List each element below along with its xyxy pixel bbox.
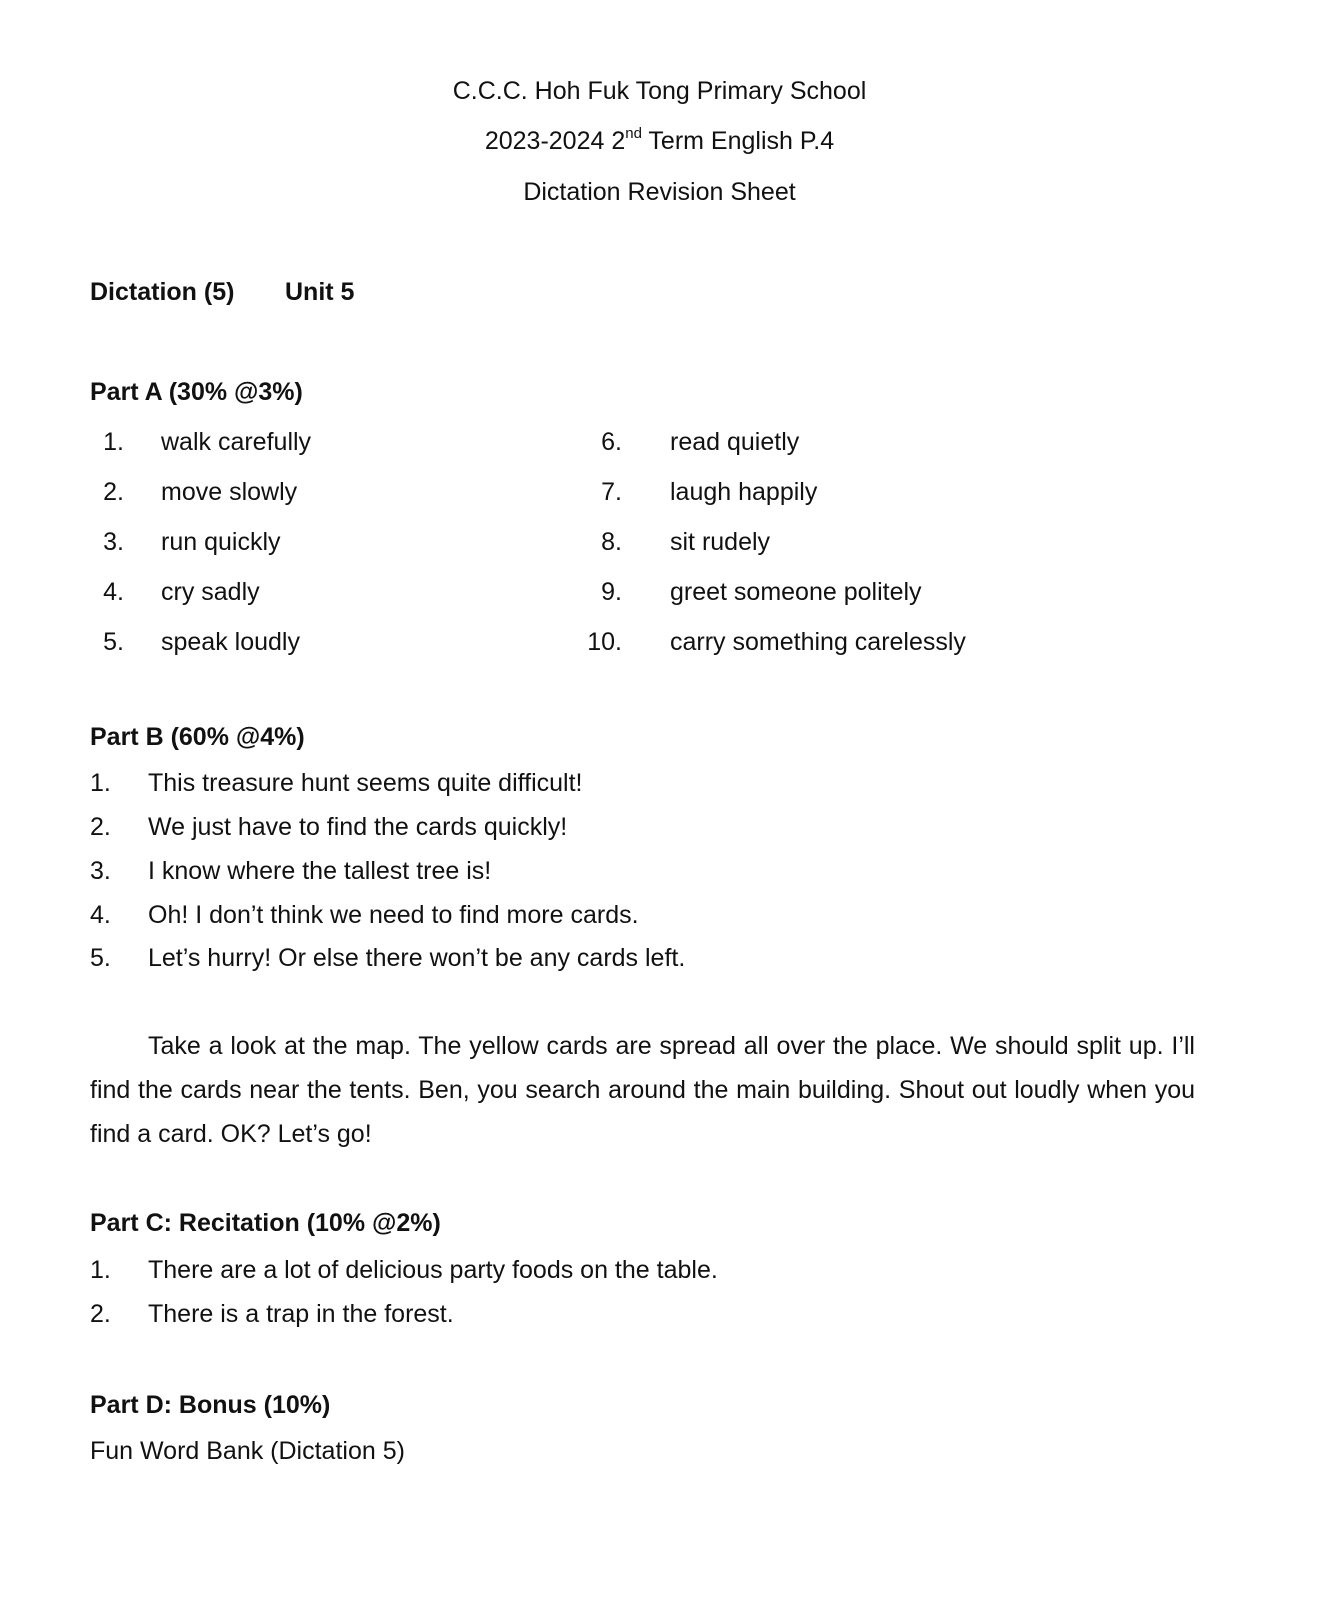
part-a-heading: Part A (30% @3%) [90,378,303,406]
item-number: 4. [103,578,124,606]
item-text: walk carefully [161,428,312,456]
item-number: 2. [90,1300,111,1328]
item-text: Let’s hurry! Or else there won’t be any cards left. [148,944,686,972]
part-d-text: Fun Word Bank (Dictation 5) [90,1437,405,1465]
item-number: 4. [90,901,111,929]
item-number: 5. [90,944,111,972]
term-prefix: 2023-2024 2 [484,127,626,155]
item-number: 6. [601,428,622,456]
item-number: 3. [103,528,124,556]
item-text: carry something carelessly [670,628,966,656]
item-number: 1. [90,769,111,797]
school-name: C.C.C. Hoh Fuk Tong Primary School [452,77,867,105]
part-d-heading: Part D: Bonus (10%) [90,1391,331,1419]
term-suffix: Term English P.4 [641,127,835,155]
item-text: Oh! I don’t think we need to find more cards. [148,901,639,929]
item-number: 7. [601,478,622,506]
item-text: read quietly [670,428,800,456]
part-c-heading: Part C: Recitation (10% @2%) [90,1209,441,1237]
term-line [0,126,1319,156]
item-number: 8. [601,528,622,556]
item-text: sit rudely [670,528,771,556]
item-number: 5. [103,628,124,656]
item-text: greet someone politely [670,578,922,606]
item-text: I know where the tallest tree is! [148,857,492,885]
item-number: 10. [587,628,622,656]
item-text: speak loudly [161,628,300,656]
dictation-label: Dictation (5) [90,278,235,306]
item-number: 2. [103,478,124,506]
item-number: 3. [90,857,111,885]
sheet-title: Dictation Revision Sheet [523,178,796,206]
item-text: There are a lot of delicious party foods on the table. [148,1256,718,1284]
item-text: move slowly [161,478,298,506]
item-number: 2. [90,813,111,841]
item-text: There is a trap in the forest. [148,1300,454,1328]
item-text: run quickly [161,528,281,556]
unit-label: Unit 5 [285,278,355,306]
item-number: 1. [103,428,124,456]
item-text: cry sadly [161,578,260,606]
item-number: 9. [601,578,622,606]
part-b-paragraph: Take a look at the map. The yellow cards are spread all over the place. We should split up. I’ll find the cards near the tents. Ben, you search around the main building. Shout out loudly when you find a card. OK? Let’s go! [90,1032,1195,1148]
term-superscript: nd [625,124,642,142]
item-number: 1. [90,1256,111,1284]
item-text: laugh happily [670,478,818,506]
part-b-heading: Part B (60% @4%) [90,723,305,751]
item-text: This treasure hunt seems quite difficult! [148,769,583,797]
item-text: We just have to find the cards quickly! [148,813,568,841]
